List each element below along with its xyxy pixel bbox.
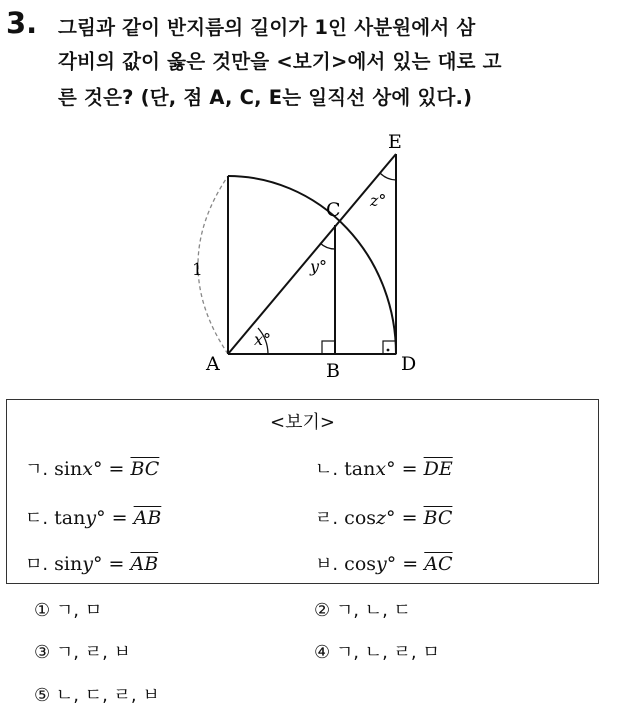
bogi-box <box>6 399 599 584</box>
label-B: B <box>326 360 340 382</box>
question-text-line-1: 그림과 같이 반지름의 길이가 1인 사분원에서 삼 <box>58 16 476 39</box>
bogi-item-6: ㅂ. $\cos y^\circ = \overline{AC}$ <box>315 553 453 575</box>
choice-2[interactable]: ② ㄱ, ㄴ, ㄷ <box>314 600 411 621</box>
label-angle-x: x° <box>254 330 272 349</box>
label-D: D <box>401 353 417 375</box>
bogi-item-2: ㄴ. $\tan x^\circ = \overline{DE}$ <box>315 458 453 480</box>
line-AE <box>228 154 396 354</box>
bogi-item-1: ㄱ. $\sin x^\circ = \overline{BC}$ <box>25 458 160 480</box>
right-angle-mark-B <box>322 341 335 354</box>
label-radius: 1 <box>192 260 203 280</box>
choice-1[interactable]: ① ㄱ, ㅁ <box>34 600 103 621</box>
right-angle-mark-D <box>383 341 396 354</box>
label-angle-y: y° <box>310 257 328 276</box>
choice-3[interactable]: ③ ㄱ, ㄹ, ㅂ <box>34 642 131 663</box>
angle-arc-y <box>320 243 335 249</box>
question-number: 3. <box>6 6 38 40</box>
label-E: E <box>388 131 402 153</box>
bogi-item-5: ㅁ. $\sin y^\circ = \overline{AB}$ <box>25 553 159 575</box>
question-text-line-2: 각비의 값이 옳은 것만을 <보기>에서 있는 대로 고 <box>58 50 502 73</box>
bogi-item-3: ㄷ. $\tan y^\circ = \overline{AB}$ <box>25 507 162 529</box>
question-text-line-3: 른 것은? (단, 점 A, C, E는 일직선 상에 있다.) <box>58 86 473 109</box>
label-A: A <box>206 353 220 375</box>
bogi-title: <보기> <box>270 412 335 433</box>
choice-4[interactable]: ④ ㄱ, ㄴ, ㄹ, ㅁ <box>314 642 440 663</box>
angle-arc-z <box>380 173 396 180</box>
label-angle-z: z° <box>370 191 387 210</box>
label-C: C <box>326 199 341 221</box>
bogi-item-4: ㄹ. $\cos z^\circ = \overline{BC}$ <box>315 507 453 529</box>
choice-5[interactable]: ⑤ ㄴ, ㄷ, ㄹ, ㅂ <box>34 685 160 706</box>
